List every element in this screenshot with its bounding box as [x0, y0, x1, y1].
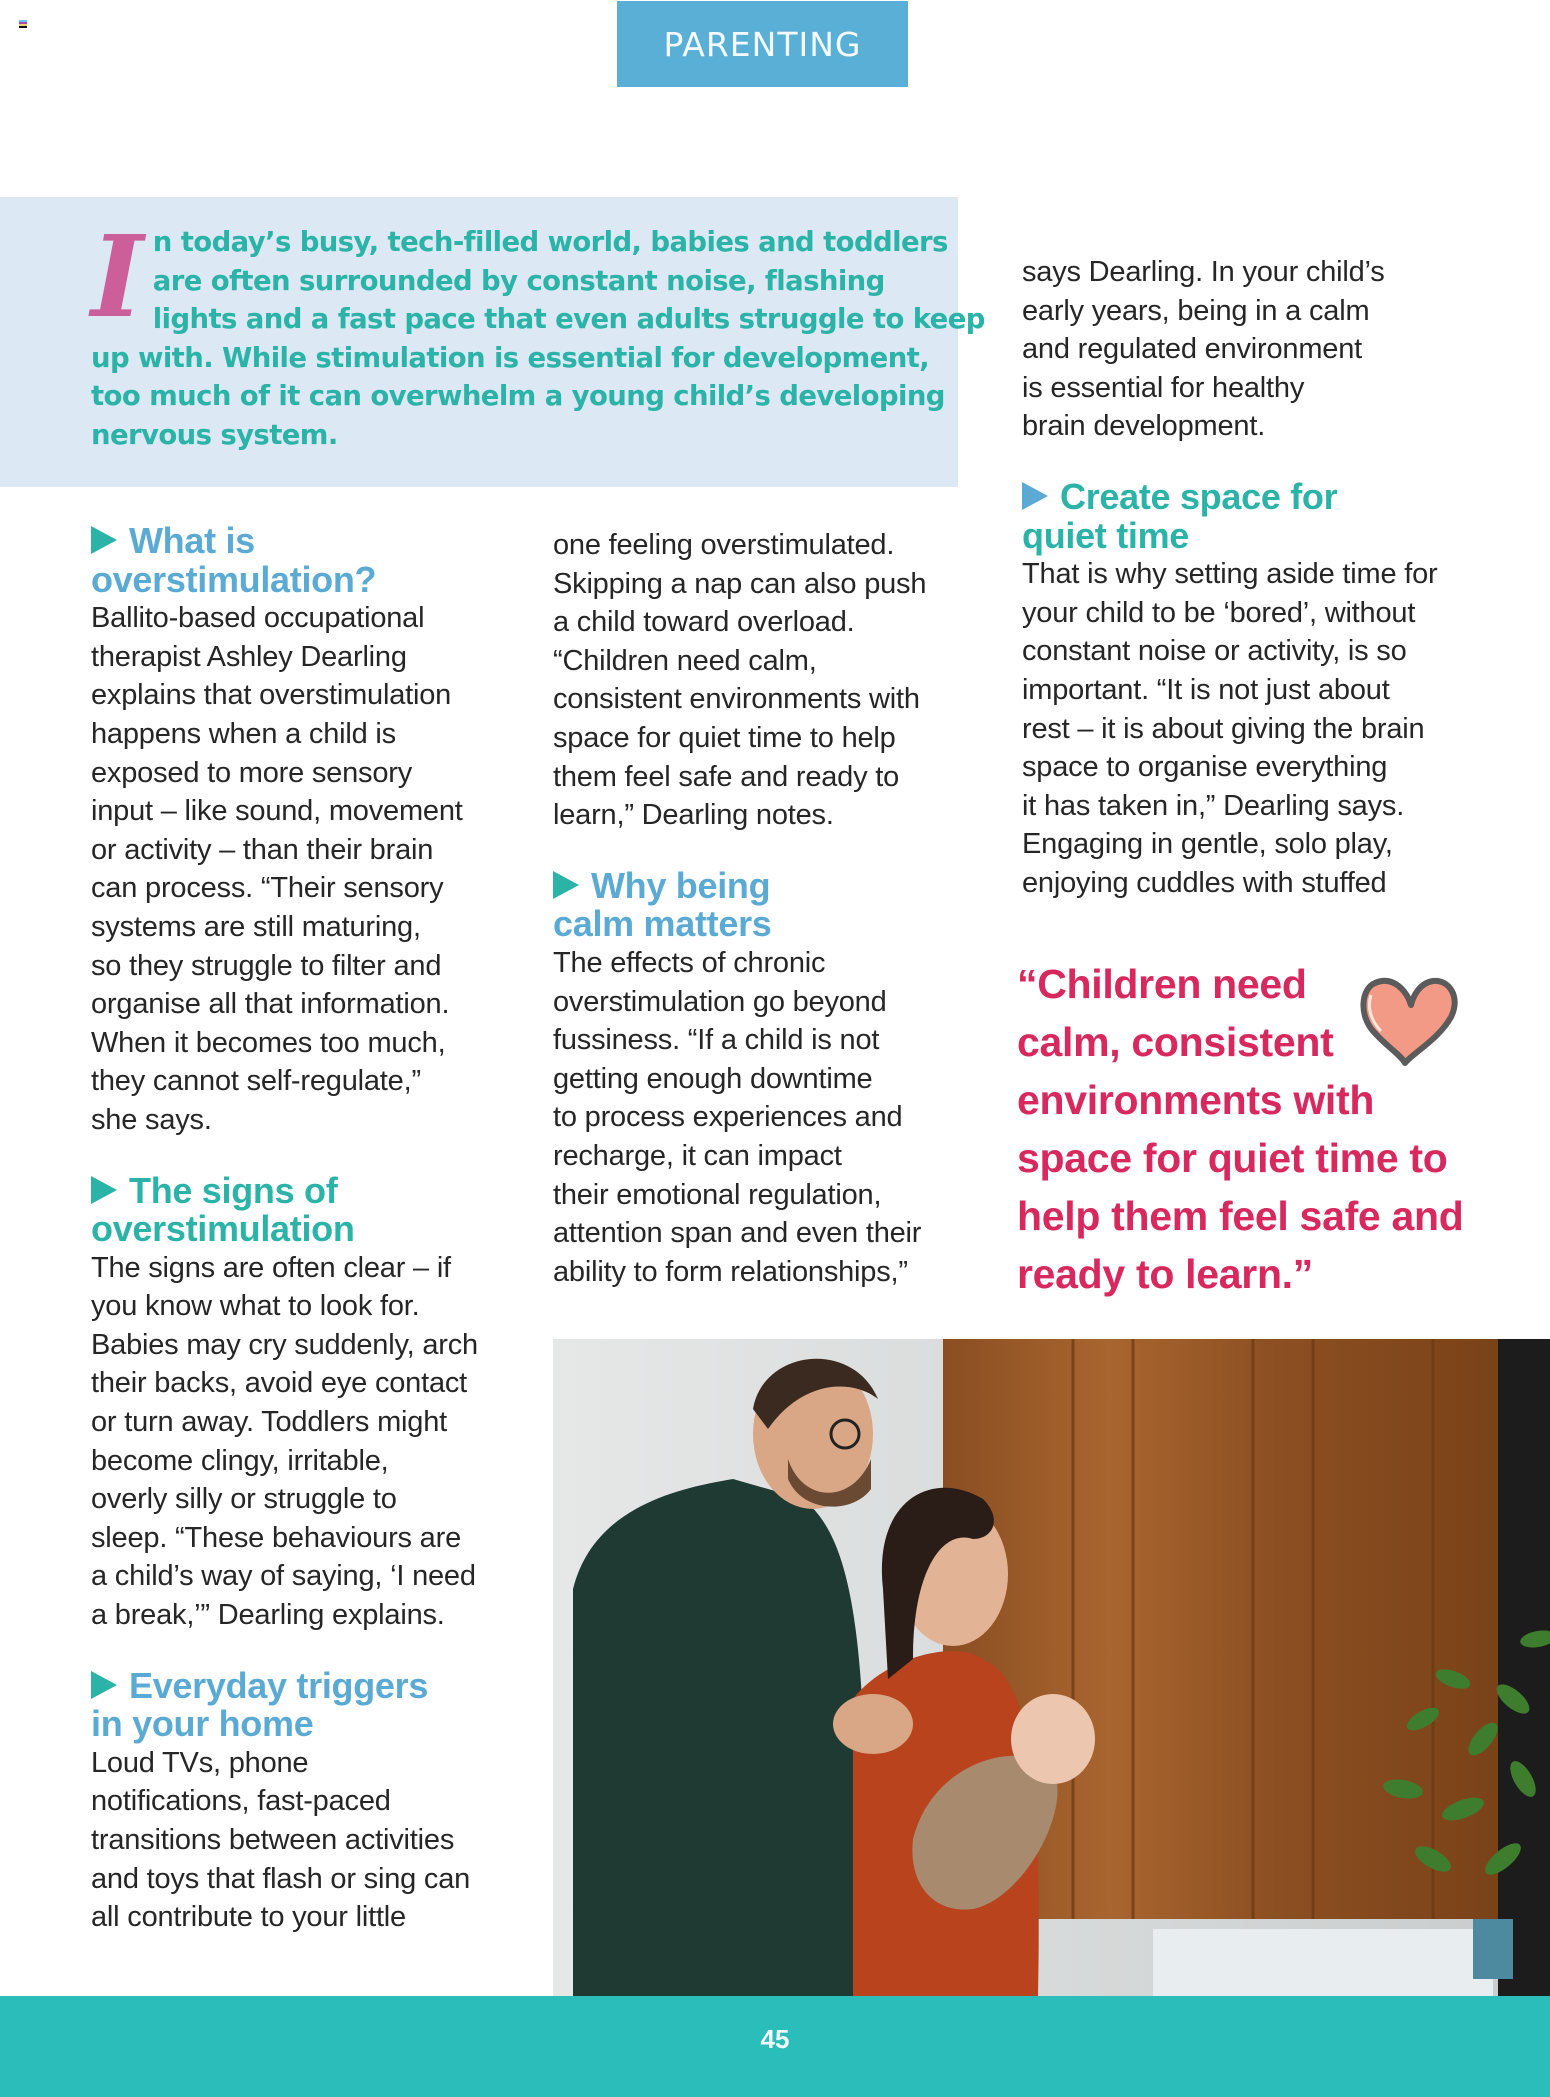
- intro-line: up with. While stimulation is essential for development,: [91, 341, 930, 374]
- photo-illustration: [553, 1339, 1550, 1996]
- section-heading: Create space for quiet time: [1022, 475, 1338, 556]
- drop-cap: I: [91, 212, 143, 343]
- section-heading: The signs of overstimulation: [91, 1169, 355, 1250]
- continued-body: one feeling overstimulated. Skipping a nap can also push a child toward overload. “Children need calm, consistent environments with space for quiet time to help them feel safe and ready to learn,” Dearling notes.: [553, 529, 927, 832]
- section-body: Loud TVs, phone notifications, fast-paced transitions between activities and toys that flash or sing can all contribute to your little: [91, 1746, 471, 1934]
- section-heading: Why being calm matters: [553, 864, 772, 945]
- family-photo: [553, 1339, 1550, 1996]
- column-left: [91, 522, 511, 1937]
- triangle-bullet-icon: [91, 1176, 117, 1204]
- intro-line: too much of it can overwhelm a young child’s developing: [91, 380, 945, 412]
- intro-line: are often surrounded by constant noise, flashing: [152, 264, 885, 297]
- heart-icon: [1353, 963, 1463, 1073]
- page-footer: [0, 1996, 1550, 2097]
- section-tag: [617, 1, 908, 87]
- page-number: 45: [760, 2024, 790, 2054]
- continued-body: says Dearling. In your child’s early years, being in a calm and regulated environment is essential for healthy brain development.: [1022, 256, 1385, 443]
- intro-box: [0, 197, 985, 487]
- section-body: Ballito-based occupational therapist Ashley Dearling explains that overstimulation happens when a child is exposed to more sensory input – like sound, movement or activity – than their brain can process. “Their sensory systems are still maturing, so they struggle to filter and organise all that information. When it becomes too much, they cannot self-regulate,” she says.: [91, 602, 463, 1136]
- column-middle: [553, 526, 973, 1291]
- triangle-bullet-icon: [1022, 482, 1048, 510]
- intro-text: [91, 212, 985, 454]
- section-tag-label: PARENTING: [663, 24, 862, 64]
- section-body: The effects of chronic overstimulation go beyond fussiness. “If a child is not getting enough downtime to process experiences and recharge, it can impact their emotional regulation, attention span and even their ability to form relationships,”: [553, 946, 922, 1288]
- intro-line: lights and a fast pace that even adults struggle to keep: [152, 303, 985, 335]
- section-heading: Everyday triggers in your home: [91, 1664, 429, 1745]
- pull-quote: “Children need calm, consistent environments with space for quiet time to help them feel safe and ready to learn.”: [1017, 961, 1464, 1297]
- section-heading: What is overstimulation?: [91, 520, 377, 600]
- intro-line: n today’s busy, tech-filled world, babies and toddlers: [152, 226, 948, 258]
- triangle-bullet-icon: [91, 526, 117, 554]
- triangle-bullet-icon: [91, 1671, 117, 1699]
- registration-marks: [19, 20, 27, 28]
- triangle-bullet-icon: [553, 871, 579, 899]
- intro-line: nervous system.: [91, 418, 338, 451]
- section-body: The signs are often clear – if you know what to look for. Babies may cry suddenly, arch their backs, avoid eye contact or turn away. Toddlers might become clingy, irritable, overly silly or struggle to sleep. “These behaviours are a child’s way of saying, ‘I need a break,’” Dearling explains.: [91, 1251, 478, 1632]
- section-body: That is why setting aside time for your child to be ‘bored’, without constant noise or activity, is so important. “It is not just about rest – it is about giving the brain space to organise everything it has taken in,” Dearling says. Engaging in gentle, solo play, enjoying cuddles with stuffed: [1022, 558, 1438, 899]
- column-right: [1022, 253, 1502, 903]
